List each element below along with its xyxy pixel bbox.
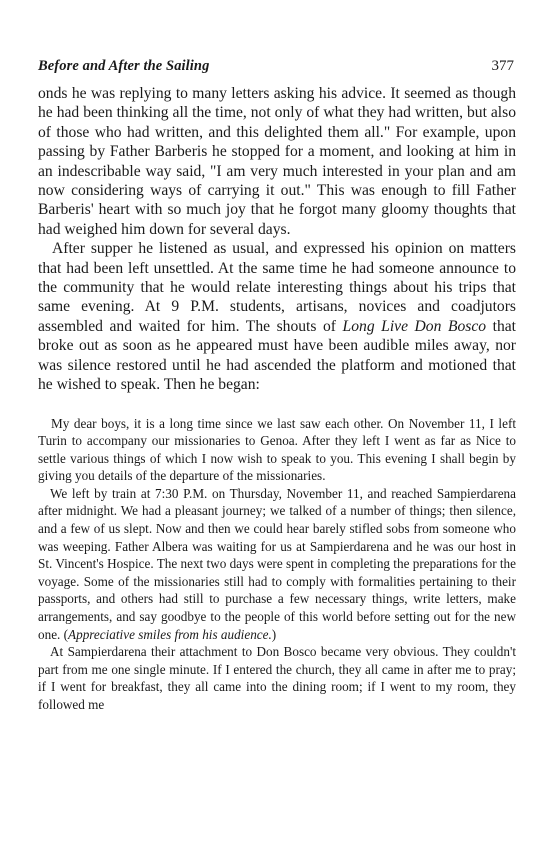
extract-paragraph-greeting: My dear boys, it is a long time since we last saw each other. On November 11, I left Turin to accompany our missionaries to Genoa. After they left I went as far as Nice to settle various things of which I now wish to speak to you. This evening I shall begin by giving you details of the departure of the missionaries. [38,415,516,484]
extract-text: We left by train at 7:30 P.M. on Thursday, November 11, and reached Sampierdarena after midnight. We had a pleasant journey; we talked of a number of things; then silence, and a few of us slept. Now and then we could hear barely stifled sobs from someone who was weeping. Father Albera was waiting for us at Sampierdarena and he was our host in St. Vincent's Hospice. The next two days were spent in completing the preparations for the voyage. Some of the missionaries still had to comply with formalities pertaining to their passports, and others had still to purchase a few necessary things, write letters, make arrangements, and say goodbye to the people of this world before setting out for the new one. [38,485,516,642]
paragraph-text-before: After supper he listened as usual, and expressed his opinion on matters that had been left unsettled. At the same time he had someone announce to the community that he would relate interesting things about his trips that same evening. At 9 P.M. students, artisans, novices and coadjutors assembled and waited for him. The shouts of [38,240,516,335]
stage-direction: Appreciative smiles from his audience. [68,626,272,642]
paragraph-continued: onds he was replying to many letters asking his advice. It seemed as though he had been thinking all the time, not only of what they had written, but also of those who had written, and this delighted them all." For example, upon passing by Father Barberis he stopped for a moment, and looking at him in an indescribable way said, "I am very much interested in your plan and am now considering ways of carrying it out." This was enough to fill Father Barberis' heart with so much joy that he forgot many gloomy thoughts that had weighed him down for several days. [38,85,516,238]
book-page [38,58,516,714]
italic-phrase: Long Live Don Bosco [342,317,487,335]
extract-paragraph-train [38,485,516,643]
extract-paragraph-attachment: At Sampierdarena their attachment to Don Bosco became very obvious. They couldn't part from me one single minute. If I entered the church, they all came in after me to pray; if I went for breakfast, they all came into the dining room; if I went to my room, they followed me [38,644,516,712]
paragraph-text-after: that broke out as soon as he appeared must have been audible miles away, nor was silence restored until he had ascended the platform and motioned that he wished to speak. Then he began: [38,317,516,394]
running-head [38,58,516,82]
speech-extract [38,415,516,714]
body-text [38,84,516,395]
page-number: 377 [491,58,514,74]
paragraph-after-supper [38,239,516,394]
paren-close: ) [271,626,277,642]
running-title: Before and After the Sailing [38,58,210,74]
paren-open: ( [63,626,69,642]
